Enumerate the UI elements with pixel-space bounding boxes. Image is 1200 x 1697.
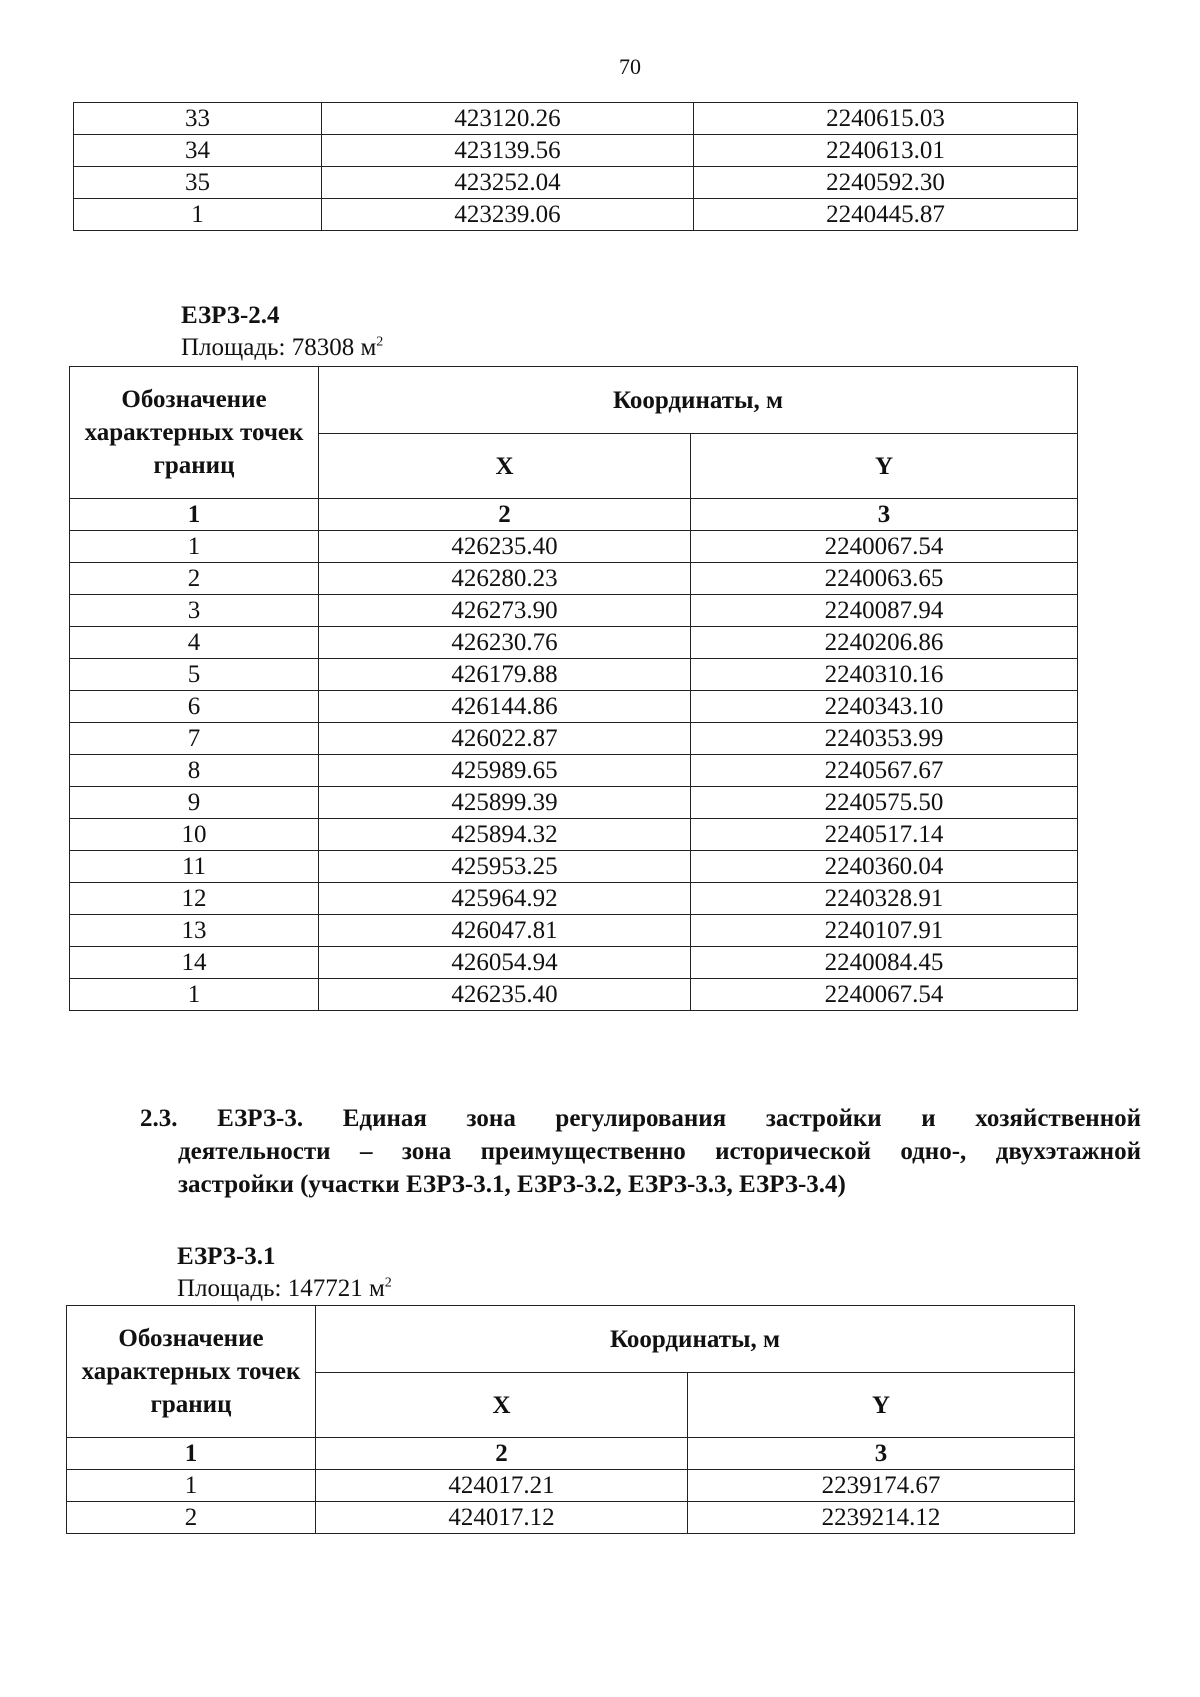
- table-row: [70, 595, 1078, 627]
- coordinate-x: 426047.81: [319, 915, 691, 947]
- coordinates-table-ezrz-2-4: [69, 366, 1078, 1011]
- table-row: [67, 1502, 1075, 1534]
- table-row: [70, 531, 1078, 563]
- point-number: 6: [70, 691, 319, 723]
- coordinate-x: 426022.87: [319, 723, 691, 755]
- table-row: [70, 979, 1078, 1011]
- coordinate-y: 2240567.67: [691, 755, 1078, 787]
- coordinate-x: 423120.26: [322, 103, 694, 135]
- table-row: [70, 723, 1078, 755]
- coordinate-x: 426179.88: [319, 659, 691, 691]
- coordinate-y: 2240592.30: [694, 167, 1078, 199]
- point-number: 4: [70, 627, 319, 659]
- area-unit-superscript: 2: [384, 1275, 392, 1291]
- point-number: 33: [74, 103, 322, 135]
- point-number: 8: [70, 755, 319, 787]
- table-row: [70, 915, 1078, 947]
- table-row: [70, 851, 1078, 883]
- table-row: [70, 563, 1078, 595]
- coordinate-y: 2240353.99: [691, 723, 1078, 755]
- coordinate-y: 2239214.12: [688, 1502, 1075, 1534]
- point-number: 7: [70, 723, 319, 755]
- coordinate-y: 2240615.03: [694, 103, 1078, 135]
- coordinate-y: 2240084.45: [691, 947, 1078, 979]
- table-row: [74, 103, 1078, 135]
- point-number: 1: [70, 531, 319, 563]
- coordinate-y: 2240206.86: [691, 627, 1078, 659]
- header-points: Обозначение характерных точек границ: [70, 367, 319, 499]
- coordinate-y: 2240107.91: [691, 915, 1078, 947]
- column-index: 1: [70, 499, 319, 531]
- coordinate-x: 423239.06: [322, 199, 694, 231]
- coordinate-x: 423139.56: [322, 135, 694, 167]
- table-row: [74, 135, 1078, 167]
- ezrz-3-1-title: ЕЗРЗ-3.1: [177, 1243, 276, 1270]
- column-index: 1: [67, 1438, 316, 1470]
- column-index: 3: [688, 1438, 1075, 1470]
- coordinate-y: 2240310.16: [691, 659, 1078, 691]
- point-number: 14: [70, 947, 319, 979]
- coordinate-y: 2240517.14: [691, 819, 1078, 851]
- coordinate-x: 423252.04: [322, 167, 694, 199]
- point-number: 10: [70, 819, 319, 851]
- point-number: 11: [70, 851, 319, 883]
- table-row: [70, 819, 1078, 851]
- coordinate-y: 2240360.04: [691, 851, 1078, 883]
- coordinate-y: 2240575.50: [691, 787, 1078, 819]
- header-y: Y: [691, 434, 1078, 499]
- table-row: [70, 691, 1078, 723]
- coordinate-y: 2240087.94: [691, 595, 1078, 627]
- table-row: [67, 1470, 1075, 1502]
- point-number: 1: [74, 199, 322, 231]
- coordinate-x: 426235.40: [319, 979, 691, 1011]
- coordinate-x: 425953.25: [319, 851, 691, 883]
- coordinate-x: 424017.12: [316, 1502, 688, 1534]
- column-index: 3: [691, 499, 1078, 531]
- coordinate-y: 2240328.91: [691, 883, 1078, 915]
- coordinate-x: 426230.76: [319, 627, 691, 659]
- point-number: 34: [74, 135, 322, 167]
- section-heading-line: 2.3. ЕЗРЗ-3. Единая зона регулирования застройки и хозяйственной: [140, 1105, 1141, 1132]
- table-row: [74, 167, 1078, 199]
- coordinate-x: 426273.90: [319, 595, 691, 627]
- coordinate-y: 2239174.67: [688, 1470, 1075, 1502]
- point-number: 5: [70, 659, 319, 691]
- area-label: Площадь: 78308 м: [181, 334, 377, 361]
- column-index-row: [70, 499, 1078, 531]
- ezrz-2-4-title: ЕЗРЗ-2.4: [181, 302, 280, 329]
- coordinate-y: 2240445.87: [694, 199, 1078, 231]
- point-number: 1: [70, 979, 319, 1011]
- point-number: 2: [70, 563, 319, 595]
- area-label: Площадь: 147721 м: [177, 1275, 385, 1302]
- coordinate-x: 425964.92: [319, 883, 691, 915]
- point-number: 13: [70, 915, 319, 947]
- table-row: [70, 947, 1078, 979]
- point-number: 9: [70, 787, 319, 819]
- column-index-row: [67, 1438, 1075, 1470]
- coordinate-y: 2240067.54: [691, 979, 1078, 1011]
- column-index: 2: [316, 1438, 688, 1470]
- coordinate-x: 425894.32: [319, 819, 691, 851]
- section-heading-line: застройки (участки ЕЗРЗ-3.1, ЕЗРЗ-3.2, ЕЗРЗ-3.3, ЕЗРЗ-3.4): [178, 1171, 846, 1198]
- coordinate-x: 426144.86: [319, 691, 691, 723]
- coordinate-x: 425899.39: [319, 787, 691, 819]
- ezrz-3-1-area: [177, 1275, 392, 1303]
- table-row: [70, 627, 1078, 659]
- coordinate-x: 426280.23: [319, 563, 691, 595]
- point-number: 1: [67, 1470, 316, 1502]
- coordinate-x: 426054.94: [319, 947, 691, 979]
- page-number: 70: [619, 54, 641, 79]
- coordinate-y: 2240613.01: [694, 135, 1078, 167]
- section-2-3-heading: [140, 1102, 1141, 1201]
- coordinates-table-continued: [73, 102, 1078, 231]
- point-number: 35: [74, 167, 322, 199]
- table-row: [70, 659, 1078, 691]
- header-coordinates: Координаты, м: [319, 367, 1078, 434]
- header-points: Обозначение характерных точек границ: [67, 1306, 316, 1438]
- coordinate-x: 426235.40: [319, 531, 691, 563]
- coordinates-table-ezrz-3-1: [66, 1305, 1075, 1534]
- area-unit-superscript: 2: [376, 334, 384, 350]
- table-row: [70, 883, 1078, 915]
- table-row: [70, 755, 1078, 787]
- coordinate-x: 425989.65: [319, 755, 691, 787]
- header-y: Y: [688, 1373, 1075, 1438]
- coordinate-y: 2240063.65: [691, 563, 1078, 595]
- section-heading-line: деятельности – зона преимущественно исторической одно-, двухэтажной: [178, 1138, 1141, 1165]
- table-row: [74, 199, 1078, 231]
- column-index: 2: [319, 499, 691, 531]
- point-number: 3: [70, 595, 319, 627]
- coordinate-x: 424017.21: [316, 1470, 688, 1502]
- table-row: [70, 787, 1078, 819]
- point-number: 12: [70, 883, 319, 915]
- header-x: X: [319, 434, 691, 499]
- point-number: 2: [67, 1502, 316, 1534]
- header-x: X: [316, 1373, 688, 1438]
- ezrz-2-4-area: [181, 334, 383, 362]
- coordinate-y: 2240343.10: [691, 691, 1078, 723]
- header-coordinates: Координаты, м: [316, 1306, 1075, 1373]
- coordinate-y: 2240067.54: [691, 531, 1078, 563]
